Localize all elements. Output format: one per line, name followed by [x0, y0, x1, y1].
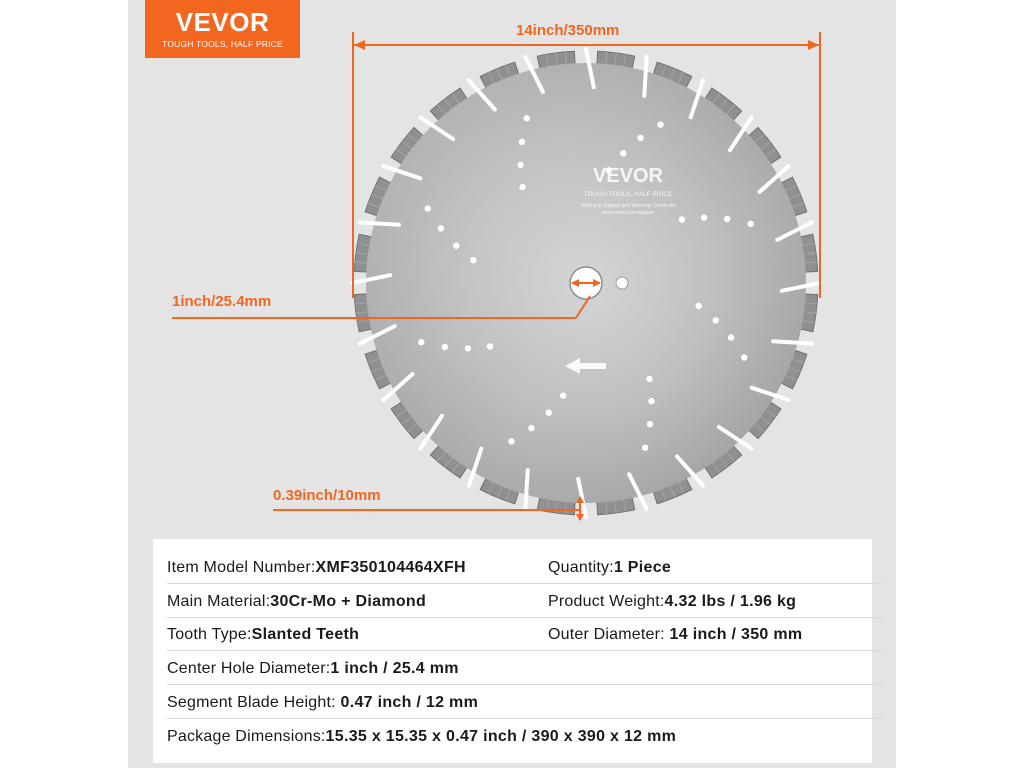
spec-value: 1 inch / 25.4 mm: [330, 660, 459, 677]
spec-label: Outer Diameter:: [548, 626, 665, 643]
cooling-hole: [642, 445, 648, 451]
cooling-hole: [679, 216, 685, 222]
cooling-hole: [453, 243, 459, 249]
cooling-hole: [508, 438, 514, 444]
blade-brand: VEVOR: [592, 165, 664, 187]
cooling-hole: [741, 354, 747, 360]
cooling-hole: [524, 115, 530, 121]
cooling-hole: [646, 376, 652, 382]
cooling-hole: [519, 184, 525, 190]
spec-value: 0.47 inch / 12 mm: [335, 694, 479, 711]
spec-cell: [167, 559, 466, 577]
hole-diameter-label: 1inch/25.4mm: [172, 293, 272, 310]
cooling-hole: [546, 410, 552, 416]
cooling-hole: [648, 398, 654, 404]
cooling-hole: [637, 135, 643, 141]
spec-label: Item Model Number:: [167, 559, 316, 576]
spec-cell: [167, 660, 459, 678]
gullet-slot: [773, 341, 812, 343]
segment-height-label: 0.39inch/10mm: [273, 487, 381, 504]
spec-cell: [167, 694, 478, 712]
cooling-hole: [465, 345, 471, 351]
spec-row: [167, 651, 883, 685]
blade-url: www.vevor.com/support: [601, 210, 655, 216]
pin-hole: [616, 277, 628, 289]
cooling-hole: [620, 150, 626, 156]
spec-value: 15.35 x 15.35 x 0.47 inch / 390 x 390 x 12 mm: [325, 728, 677, 745]
blade-cert: Technical Support and Warranty Certificate: [580, 203, 676, 209]
cooling-hole: [647, 421, 653, 427]
blade-tagline: TOUGH TOOLS, HALF PRICE: [583, 191, 673, 198]
cooling-hole: [442, 344, 448, 350]
spec-value: 4.32 lbs / 1.96 kg: [664, 593, 797, 610]
gullet-slot: [525, 470, 527, 509]
cooling-hole: [696, 303, 702, 309]
spec-label: Tooth Type:: [167, 626, 252, 643]
spec-value: 30Cr-Mo + Diamond: [270, 593, 427, 610]
cooling-hole: [519, 139, 525, 145]
cooling-hole: [425, 205, 431, 211]
spec-value: 14 inch / 350 mm: [664, 626, 803, 643]
spec-label: Segment Blade Height:: [167, 694, 336, 711]
spec-cell: [167, 626, 359, 644]
spec-label: Package Dimensions:: [167, 728, 326, 745]
spec-row: [167, 550, 883, 584]
cooling-hole: [657, 122, 663, 128]
spec-cell: [167, 728, 676, 746]
cooling-hole: [713, 317, 719, 323]
cooling-hole: [470, 257, 476, 263]
spec-value: 1 Piece: [613, 559, 672, 576]
cooling-hole: [528, 425, 534, 431]
cooling-hole: [728, 334, 734, 340]
spec-row: [167, 719, 883, 752]
cooling-hole: [560, 393, 566, 399]
product-image: [128, 0, 896, 768]
spec-row: [167, 617, 883, 651]
cooling-hole: [438, 225, 444, 231]
cooling-hole: [418, 339, 424, 345]
spec-label: Center Hole Diameter:: [167, 660, 331, 677]
logo-brand: VEVOR: [175, 7, 270, 37]
outer-diameter-label: 14inch/350mm: [516, 22, 620, 39]
spec-cell: [548, 626, 802, 644]
spec-label: Quantity:: [548, 559, 614, 576]
gullet-slot: [360, 222, 399, 224]
spec-label: Main Material:: [167, 593, 271, 610]
cooling-hole: [724, 216, 730, 222]
spec-value: XMF350104464XFH: [315, 559, 466, 576]
spec-cell: [548, 593, 796, 611]
cooling-hole: [487, 343, 493, 349]
spec-cell: [548, 559, 671, 577]
spec-label: Product Weight:: [548, 593, 665, 610]
spec-value: Slanted Teeth: [251, 626, 360, 643]
blade-illustration: [128, 0, 896, 540]
cooling-hole: [701, 214, 707, 220]
cooling-hole: [748, 221, 754, 227]
spec-row: [167, 685, 883, 719]
cooling-hole: [517, 162, 523, 168]
spec-row: [167, 584, 883, 618]
spec-table: [153, 539, 872, 763]
spec-cell: [167, 593, 426, 611]
gullet-slot: [644, 57, 646, 96]
logo-tagline: TOUGH TOOLS, HALF PRICE: [162, 39, 283, 49]
